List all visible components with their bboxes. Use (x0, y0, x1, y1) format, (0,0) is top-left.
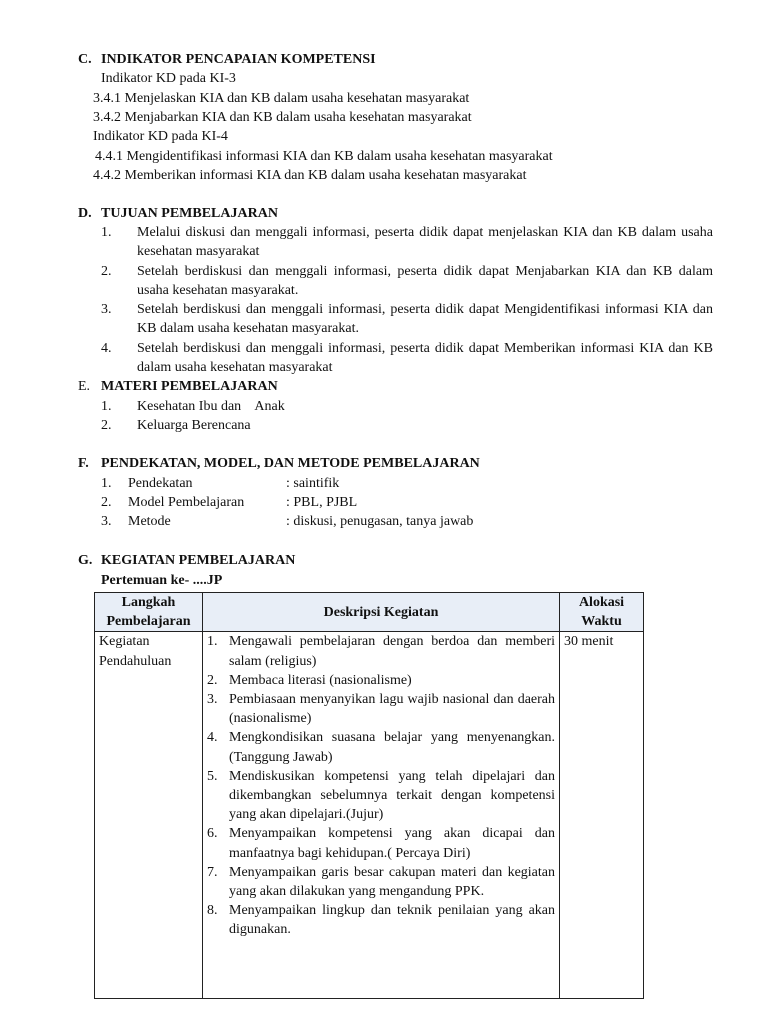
section-d-heading: TUJUAN PEMBELAJARAN (101, 206, 278, 221)
step-number: 8. (207, 903, 218, 919)
indikator-ki4-subheading: Indikator KD pada KI-4 (93, 129, 228, 144)
pendekatan-item-label: Metode (128, 514, 171, 529)
step-number: 1. (207, 634, 218, 650)
tujuan-item-number: 4. (101, 341, 112, 356)
pendekatan-item-value: : PBL, PJBL (286, 495, 358, 510)
header-langkah (95, 593, 203, 632)
tujuan-item-text: Melalui diskusi dan menggali informasi, peserta didik dapat menjelaskan KIA dan KB dalam usaha kesehatan masyarakat (137, 225, 713, 260)
pendekatan-item-value: : diskusi, penugasan, tanya jawab (286, 514, 474, 529)
step-number: 6. (207, 826, 218, 842)
step-text: Membaca literasi (nasionalisme) (229, 672, 412, 688)
step-number: 3. (207, 692, 218, 708)
section-d-letter: D. (78, 206, 92, 221)
pendekatan-item-value: : saintifik (286, 476, 340, 491)
tujuan-item-number: 2. (101, 264, 112, 279)
step-item (207, 863, 555, 901)
kegiatan-table (94, 592, 644, 999)
pendekatan-item-label: Model Pembelajaran (128, 495, 245, 510)
header-deskripsi: Deskripsi Kegiatan (203, 593, 560, 632)
materi-item-number: 1. (101, 399, 112, 414)
step-text: Menyampaikan kompetensi yang akan dicapai dan manfaatnya bagi kehidupan.( Percaya Diri) (229, 826, 555, 861)
langkah-line2: Pendahuluan (99, 653, 172, 669)
tujuan-item-text: Setelah berdiskusi dan menggali informasi, peserta didik dapat Memberikan informasi KIA dan KB dalam usaha kesehatan masyarakat (137, 341, 713, 376)
step-item (207, 671, 555, 690)
indikator-ki3-item-2: 3.4.2 Menjabarkan KIA dan KB dalam usaha kesehatan masyarakat (93, 110, 472, 125)
step-item (207, 824, 555, 862)
section-c-heading: INDIKATOR PENCAPAIAN KOMPETENSI (101, 52, 376, 67)
section-f-heading: PENDEKATAN, MODEL, DAN METODE PEMBELAJARAN (101, 456, 480, 471)
step-number: 2. (207, 672, 218, 688)
section-g-letter: G. (78, 553, 93, 568)
cell-langkah (95, 632, 203, 999)
pendekatan-item-number: 1. (101, 476, 112, 491)
step-text: Pembiasaan menyanyikan lagu wajib nasional dan daerah (nasionalisme) (229, 692, 555, 727)
tujuan-item-number: 3. (101, 302, 112, 317)
step-item (207, 632, 555, 670)
step-text: Menyampaikan lingkup dan teknik penilaian yang akan digunakan. (229, 903, 555, 938)
step-text: Mengkondisikan suasana belajar yang menyenangkan.(Tanggung Jawab) (229, 730, 555, 765)
indikator-ki3-subheading: Indikator KD pada KI-3 (101, 71, 236, 86)
header-langkah-line2: Pembelajaran (106, 614, 191, 630)
pendekatan-item-number: 3. (101, 514, 112, 529)
step-number: 4. (207, 730, 218, 746)
step-text: Mengawali pembelajaran dengan berdoa dan memberi salam (religius) (229, 634, 555, 669)
tujuan-item-number: 1. (101, 225, 112, 240)
section-e-letter: E. (78, 379, 91, 394)
step-text: Mendiskusikan kompetensi yang telah dipelajari dan dikembangkan sebelumnya terkait dengan kompetensi yang akan dipelajari.(Jujur) (229, 768, 555, 823)
materi-item-text: Kesehatan Ibu dan Anak (137, 399, 285, 414)
step-item (207, 767, 555, 825)
step-number: 7. (207, 864, 218, 880)
section-e-heading: MATERI PEMBELAJARAN (101, 379, 278, 394)
langkah-line1: Kegiatan (99, 634, 150, 650)
header-langkah-line1: Langkah (121, 595, 176, 610)
step-number: 5. (207, 768, 218, 784)
pertemuan-label: Pertemuan ke- ....JP (101, 573, 223, 588)
materi-item-number: 2. (101, 418, 112, 433)
step-item (207, 690, 555, 728)
cell-deskripsi (203, 632, 560, 999)
tujuan-item-text: Setelah berdiskusi dan menggali informasi, peserta didik dapat Mengidentifikasi informasi KIA dan KB dalam usaha kesehatan masyarakat. (137, 302, 713, 337)
indikator-ki3-item-1: 3.4.1 Menjelaskan KIA dan KB dalam usaha kesehatan masyarakat (93, 91, 470, 106)
header-alokasi-line2: Waktu (581, 614, 622, 630)
section-f-letter: F. (78, 456, 89, 471)
step-text: Menyampaikan garis besar cakupan materi dan kegiatan yang akan dilakukan yang mengandung PPK. (229, 864, 555, 900)
header-alokasi-line1: Alokasi (578, 595, 625, 610)
step-list (207, 632, 555, 939)
header-alokasi (560, 593, 644, 632)
step-item (207, 901, 555, 939)
pendekatan-item-number: 2. (101, 495, 112, 510)
section-g-heading: KEGIATAN PEMBELAJARAN (101, 553, 296, 568)
cell-waktu: 30 menit (560, 632, 644, 999)
tujuan-item-text: Setelah berdiskusi dan menggali informasi, peserta didik dapat Menjabarkan KIA dan KB dalam usaha kesehatan masyarakat. (137, 264, 713, 299)
indikator-ki4-item-1: 4.4.1 Mengidentifikasi informasi KIA dan KB dalam usaha kesehatan masyarakat (95, 149, 553, 164)
indikator-ki4-item-2: 4.4.2 Memberikan informasi KIA dan KB dalam usaha kesehatan masyarakat (93, 168, 527, 183)
section-c-letter: C. (78, 52, 92, 67)
materi-item-text: Keluarga Berencana (137, 418, 251, 433)
step-item (207, 728, 555, 766)
pendekatan-item-label: Pendekatan (128, 476, 193, 491)
